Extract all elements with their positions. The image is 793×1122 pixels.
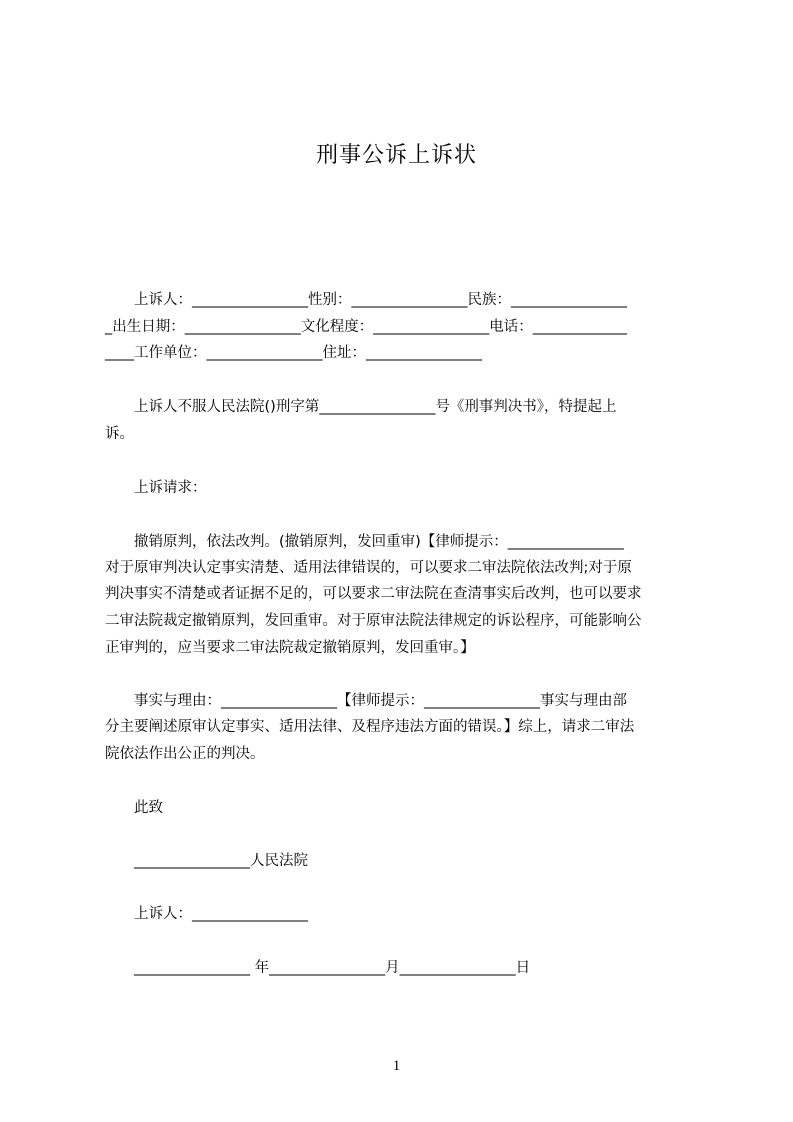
closing-salutation: 此致 — [105, 800, 163, 816]
appellant-info-line-3: ____工作单位：________________住址：________________ — [105, 345, 482, 361]
date-line: ________________ 年________________月________________日 — [105, 960, 531, 976]
appellant-info-line-1: 上诉人：________________性别：________________民族：________________ — [105, 292, 627, 308]
document-title: 刑事公诉上诉状 — [315, 143, 477, 168]
facts-line-2: 分主要阐述原审认定事实、适用法律、及程序违法方面的错误。】综上，请求二审法 — [105, 719, 635, 735]
request-line-4: 二审法院裁定撤销原判，发回重审。对于原审法院法律规定的诉讼程序，可能影响公 — [105, 613, 642, 629]
signature-line: 上诉人：________________ — [105, 906, 308, 922]
appellant-info-line-2: _出生日期：________________文化程度：________________电话：_____________ — [105, 319, 627, 335]
request-line-1: 撤销原判，依法改判。(撤销原判，发回重审)【律师提示：________________ — [105, 534, 624, 550]
intro-line-2: 诉。 — [105, 426, 134, 442]
intro-line-1: 上诉人不服人民法院()刑字第________________号《刑事判决书》，特提起上 — [105, 399, 617, 415]
request-line-2: 对于原审判决认定事实清楚、适用法律错误的，可以要求二审法院依法改判;对于原 — [105, 560, 632, 576]
request-line-5: 正审判的，应当要求二审法院裁定撤销原判，发回重审。】 — [105, 640, 475, 656]
page-number: 1 — [392, 1058, 401, 1074]
facts-line-3: 院依法作出公正的判决。 — [105, 746, 265, 762]
facts-line-1: 事实与理由：________________【律师提示：________________事实与理由部 — [105, 693, 627, 709]
request-line-3: 判决事实不清楚或者证据不足的，可以要求二审法院在查清事实后改判，也可以要求 — [105, 586, 642, 602]
request-heading: 上诉请求： — [105, 480, 207, 496]
court-line: ________________人民法院 — [105, 853, 308, 869]
